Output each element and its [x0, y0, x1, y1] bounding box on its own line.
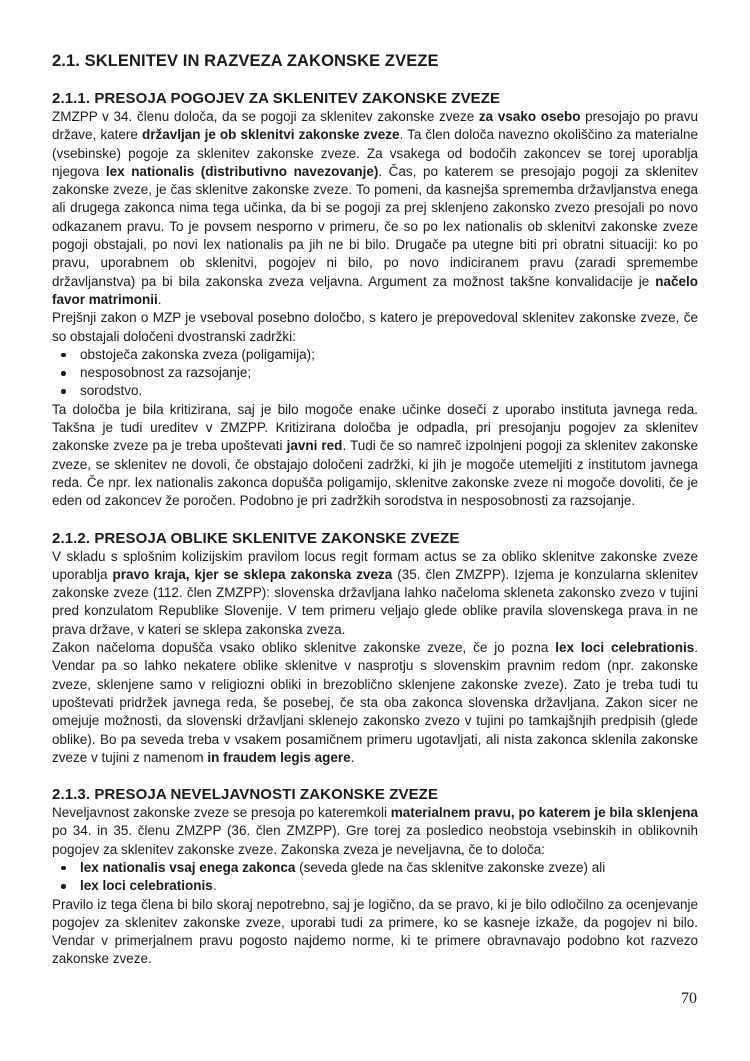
subsection-heading-2-1-3: 2.1.3. PRESOJA NEVELJAVNOSTI ZAKONSKE ZVEZE [52, 786, 439, 804]
list-item: lex nationalis vsaj enega zakonca (seveda glede na čas sklenitve zakonske zveze) ali [52, 859, 698, 877]
paragraph: Prejšnji zakon o MZP je vseboval posebno določbo, s katero je prepovedoval sklenitev zakonske zveze, če so obstajali določeni dvostranski zadržki: [52, 310, 698, 344]
list-item: nesposobnost za razsojanje; [52, 364, 698, 382]
subsection-heading-2-1-2: 2.1.2. PRESOJA OBLIKE SKLENITVE ZAKONSKE ZVEZE [52, 529, 460, 547]
paragraph: ZMZPP v 34. členu določa, da se pogoji za sklenitev zakonske zveze za vsako osebo presojajo po pravu države, katere državljan je ob sklenitvi zakonske zveze. Ta člen določa navezno okoliščino za materialne (vsebinske) pogoje za sklenitev zakonske zveze. Za vsakega od bodočih zakoncev se torej uporablja njegova lex nationalis (distributivno navezovanje). Čas, po katerem se presojajo pogoji za sklenitev zakonske zveze, je čas sklenitve zakonske zveze. To pomeni, da kasnejša sprememba državljanstva enega ali drugega zakonca nima tega učinka, da bi se pogoji za prej sklenjeno zakonsko zvezo presojali po novo odkazanem pravu. To je povsem nesporno v primeru, če so po lex nationalis ob sklenitvi zakonske zveze pogoji obstajali, po novi lex nationalis pa jih ne bi bilo. Drugače pa utegne biti pri obratni situaciji: ko po pravu, uporabnem ob sklenitvi, pogojev ni bilo, po novo indiciranem pravu (zaradi spremembe državljanstva) pa bi bila zakonska zveza veljavna. Argument za možnost takšne konvalidacije je načelo favor matrimonii. [52, 109, 699, 307]
paragraph: Ta določba je bila kritizirana, saj je bilo mogoče enake učinke doseči z uporabo instituta javnega reda. Takšna je tudi ureditev v ZMZPP. Kritizirana določba je odpadla, pri presojanju pogojev za sklenitev zakonske zveze pa je treba upoštevati javni red. Tudi če so namreč izpolnjeni pogoji za sklenitev zakonske zveze, se sklenitev ne dovoli, če obstajajo določeni zadržki, ki jih je mogoče utemeljiti z institutom javnega reda. Če npr. lex nationalis zakonca dopušča poligamijo, sklenitve zakonske zveze ni mogoče dovoliti, če je eden od zakoncev že poročen. Podobno je pri zadržkih sorodstva in nesposobnosti za razsojanje. [52, 401, 699, 509]
page-content [52, 52, 698, 969]
bullet-list [52, 346, 698, 401]
list-item: lex loci celebrationis. [52, 877, 698, 895]
paragraph: Neveljavnost zakonske zveze se presoja po kateremkoli materialnem pravu, po katerem je bila sklenjena po 34. in 35. členu ZMZPP (36. člen ZMZPP). Gre torej za posledico neobstoja vsebinskih in oblikovnih pogojev za sklenitev zakonske zveze. Zakonska zveza je neveljavna, če to določa: [52, 805, 698, 857]
list-item: sorodstvo. [52, 382, 698, 400]
section-title: 2.1. SKLENITEV IN RAZVEZA ZAKONSKE ZVEZE [52, 52, 439, 70]
list-item: obstoječa zakonska zveza (poligamija); [52, 346, 698, 364]
paragraph: Pravilo iz tega člena bi bilo skoraj nepotrebno, saj je logično, da se pravo, ki je bilo odločilno za ocenjevanje pogojev za sklenitev zakonske zveze, uporabi tudi za primere, ko se kasneje izkaže, da pogojev ni bilo. Vendar v primerjalnem pravu pogosto najdemo norme, ki te primere obravnavajo podobno kot razvezo zakonske zveze. [52, 896, 698, 967]
page-number: 70 [681, 990, 697, 1007]
paragraph: V skladu s splošnim kolizijskim pravilom locus regit formam actus se za obliko sklenitve zakonske zveze uporablja pravo kraja, kjer se sklepa zakonska zveza (35. člen ZMZPP). Izjema je konzularna sklenitev zakonske zveze (112. člen ZMZPP): slovenska državljana lahko načeloma skleneta zakonsko zvezo v tujini pred konzulatom Republike Slovenije. V tem primeru veljajo glede oblike pravila slovenskega prava in ne prava države, v kateri se sklepa zakonska zveza. [52, 548, 699, 637]
subsection-heading-2-1-1: 2.1.1. PRESOJA POGOJEV ZA SKLENITEV ZAKONSKE ZVEZE [52, 90, 501, 107]
paragraph: Zakon načeloma dopušča vsako obliko sklenitve zakonske zveze, če jo pozna lex loci celebrationis. Vendar pa so lahko nekatere oblike sklenitve v nasprotju s slovenskim pravnim redom (npr. zakonske zveze, sklenjene samo v religiozni obliki in brezoblično sklenjene zakonske zveze). Zato je treba tudi tu upoštevati pridržek javnega reda, še posebej, če sta oba zakonca slovenska državljana. Zakon sicer ne omejuje možnosti, da slovenski državljani sklenejo zakonsko zvezo v tujini po tamkajšnjih predpisih (glede oblike). Bo pa seveda treba v vsakem posamičnem primeru ugotavljati, ali nista zakonca sklenila zakonske zveze v tujini z namenom in fraudem legis agere. [52, 640, 698, 765]
bullet-list [52, 859, 698, 896]
